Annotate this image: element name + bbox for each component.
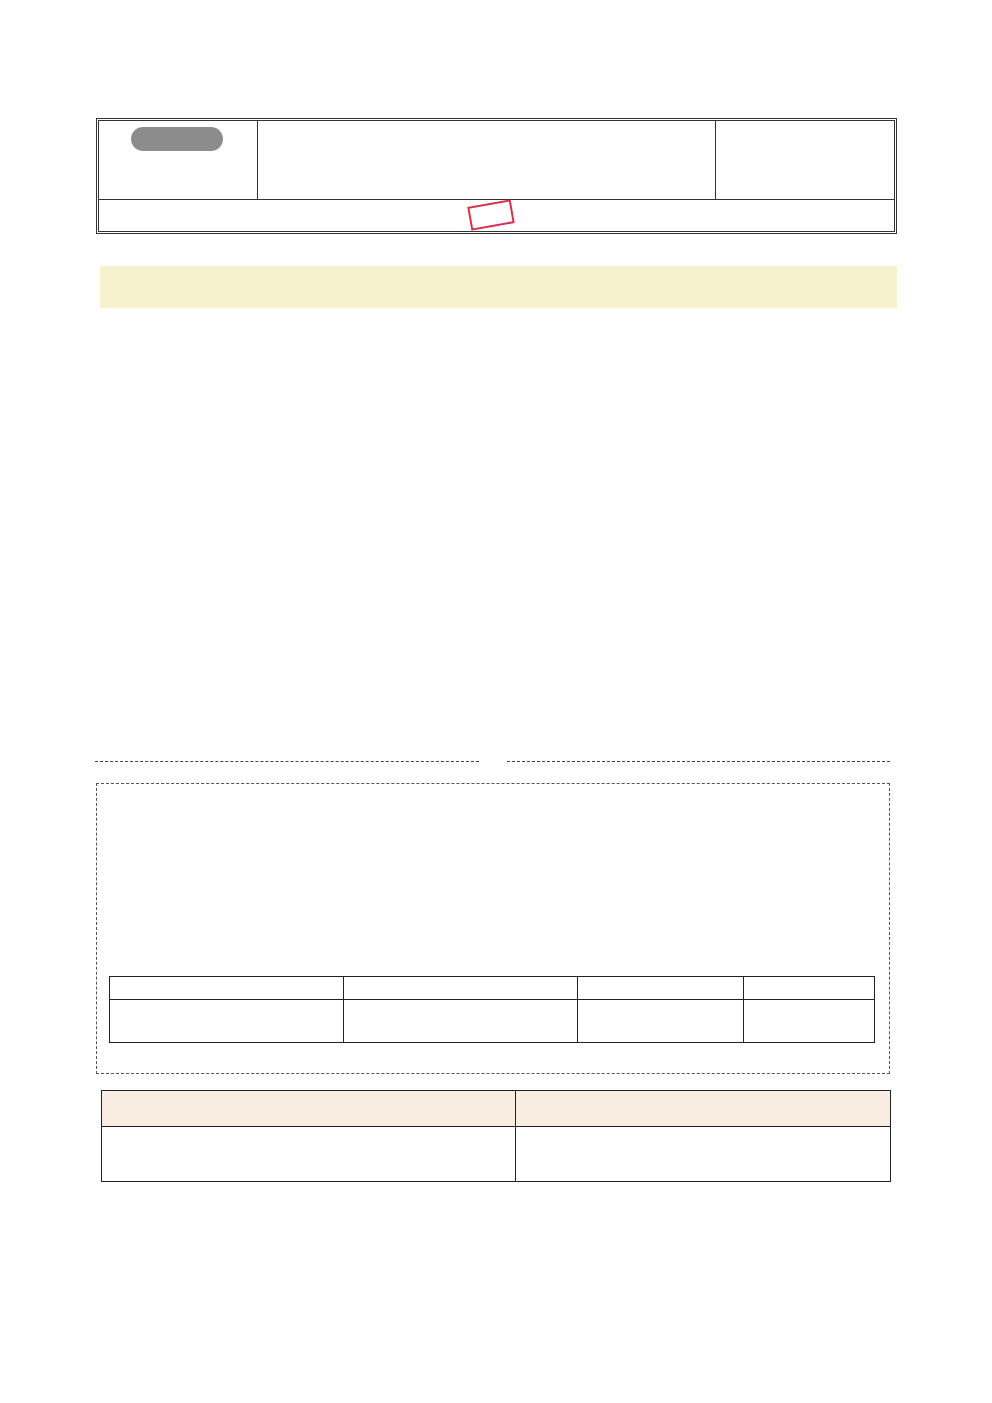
participation-table xyxy=(101,1090,891,1182)
cost-ticket xyxy=(110,1000,344,1043)
reply-form xyxy=(96,783,890,1074)
title-banner xyxy=(100,258,897,318)
cost-table xyxy=(109,976,875,1043)
contact-cell xyxy=(716,121,894,199)
absent-header xyxy=(516,1091,891,1127)
cut-line xyxy=(95,750,890,772)
cost-header-bus xyxy=(344,977,578,1000)
absent-checkbox-cell[interactable] xyxy=(516,1127,891,1182)
attend-checkbox-cell[interactable] xyxy=(102,1127,516,1182)
signature-line xyxy=(96,1203,897,1229)
header-top-row xyxy=(99,121,894,200)
cost-header-total xyxy=(744,977,875,1000)
cost-header-ticket xyxy=(110,977,344,1000)
banner-stripe-bottom xyxy=(100,308,897,317)
attend-header xyxy=(102,1091,516,1127)
slogan-row xyxy=(99,199,894,231)
banner-stripe-top xyxy=(100,258,897,266)
motto-badge xyxy=(131,127,223,151)
motto-cell xyxy=(99,121,258,199)
cost-total xyxy=(744,1000,875,1043)
innovation-school-logo xyxy=(467,199,514,230)
cost-header-insurance xyxy=(578,977,744,1000)
newsletter-header xyxy=(96,118,897,234)
cost-bus xyxy=(344,1000,578,1043)
survey-title xyxy=(100,266,897,308)
cost-insurance xyxy=(578,1000,744,1043)
newsletter-title xyxy=(258,121,716,199)
